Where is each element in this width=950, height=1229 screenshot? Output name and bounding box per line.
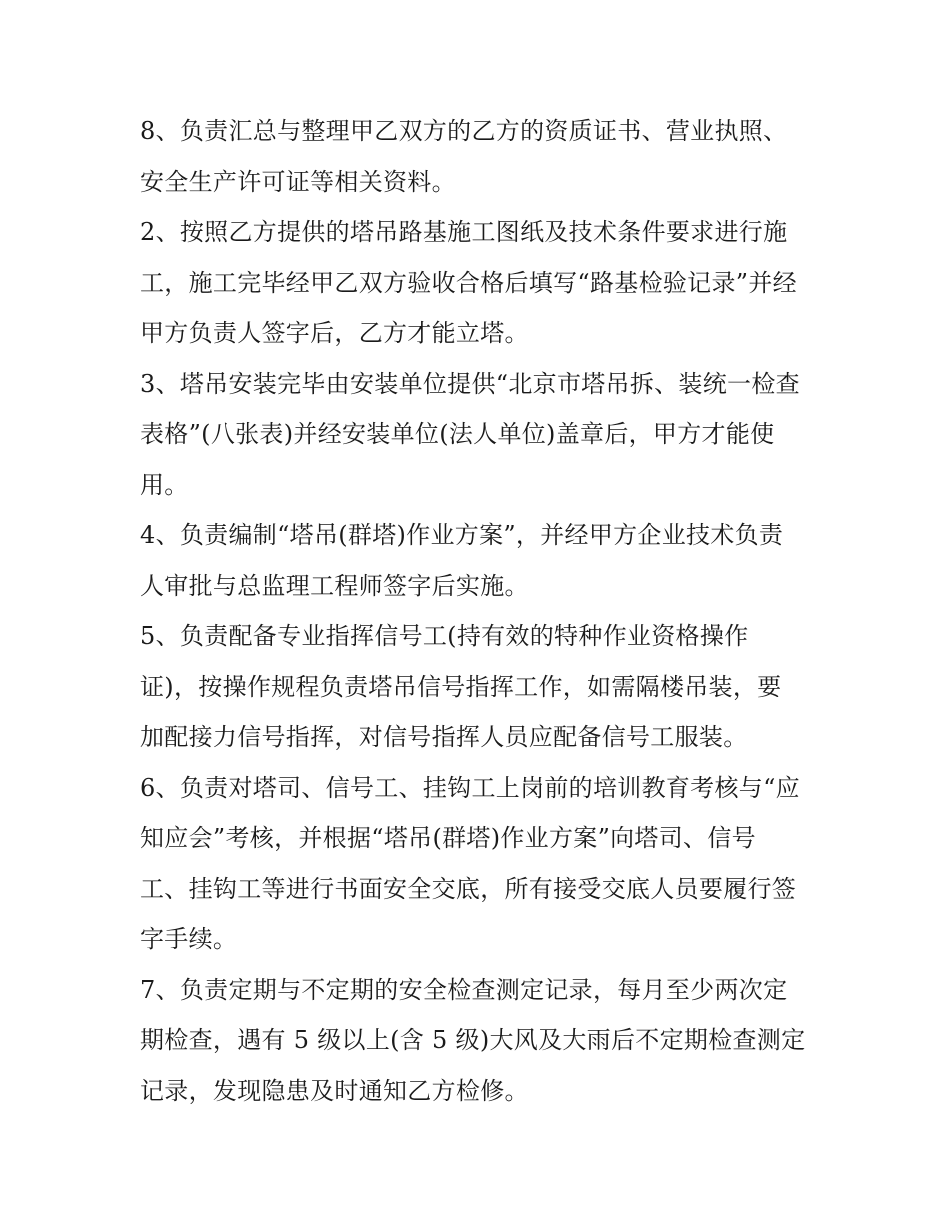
- text-line: 期检查，遇有 5 级以上(含 5 级)大风及大雨后不定期检查测定: [140, 1026, 806, 1054]
- text-line: 8、负责汇总与整理甲乙双方的乙方的资质证书、营业执照、: [140, 117, 788, 145]
- text-line: 表格”(八张表)并经安装单位(法人单位)盖章后，甲方才能使: [140, 420, 775, 448]
- text-line: 7、负责定期与不定期的安全检查测定记录，每月至少两次定: [140, 975, 788, 1004]
- text-line: 知应会”考核，并根据“塔吊(群塔)作业方案”向塔司、信号: [140, 824, 756, 852]
- text-line: 加配接力信号指挥，对信号指挥人员应配备信号工服装。: [140, 723, 748, 751]
- text-line: 人审批与总监理工程师签字后实施。: [140, 571, 529, 600]
- text-line: 记录，发现隐患及时通知乙方检修。: [140, 1076, 529, 1105]
- clause-7: [140, 965, 820, 1117]
- clause-5: [140, 611, 820, 763]
- clause-8: [140, 106, 820, 207]
- clause-6: [140, 763, 820, 965]
- text-line: 2、按照乙方提供的塔吊路基施工图纸及技术条件要求进行施: [140, 218, 788, 246]
- text-line: 工，施工完毕经甲乙双方验收合格后填写“路基检验记录”并经: [140, 268, 797, 297]
- text-line: 证)，按操作规程负责塔吊信号指挥工作，如需隔楼吊装，要: [140, 672, 782, 701]
- document-body: [140, 106, 820, 1116]
- text-line: 安全生产许可证等相关资料。: [140, 167, 456, 196]
- text-line: 5、负责配备专业指挥信号工(持有效的特种作业资格操作: [140, 622, 749, 650]
- clause-2: [140, 207, 820, 359]
- text-line: 工、挂钩工等进行书面安全交底，所有接受交底人员要履行签: [140, 874, 797, 903]
- text-line: 甲方负责人签字后，乙方才能立塔。: [140, 319, 529, 347]
- text-line: 字手续。: [140, 925, 238, 953]
- text-line: 3、塔吊安装完毕由安装单位提供“北京市塔吊拆、装统一检查: [140, 369, 800, 398]
- clause-4: [140, 510, 820, 611]
- text-line: 用。: [140, 470, 189, 499]
- text-line: 4、负责编制“塔吊(群塔)作业方案”，并经甲方企业技术负责: [140, 521, 784, 549]
- clause-3: [140, 359, 820, 511]
- text-line: 6、负责对塔司、信号工、挂钩工上岗前的培训教育考核与“应: [140, 773, 800, 802]
